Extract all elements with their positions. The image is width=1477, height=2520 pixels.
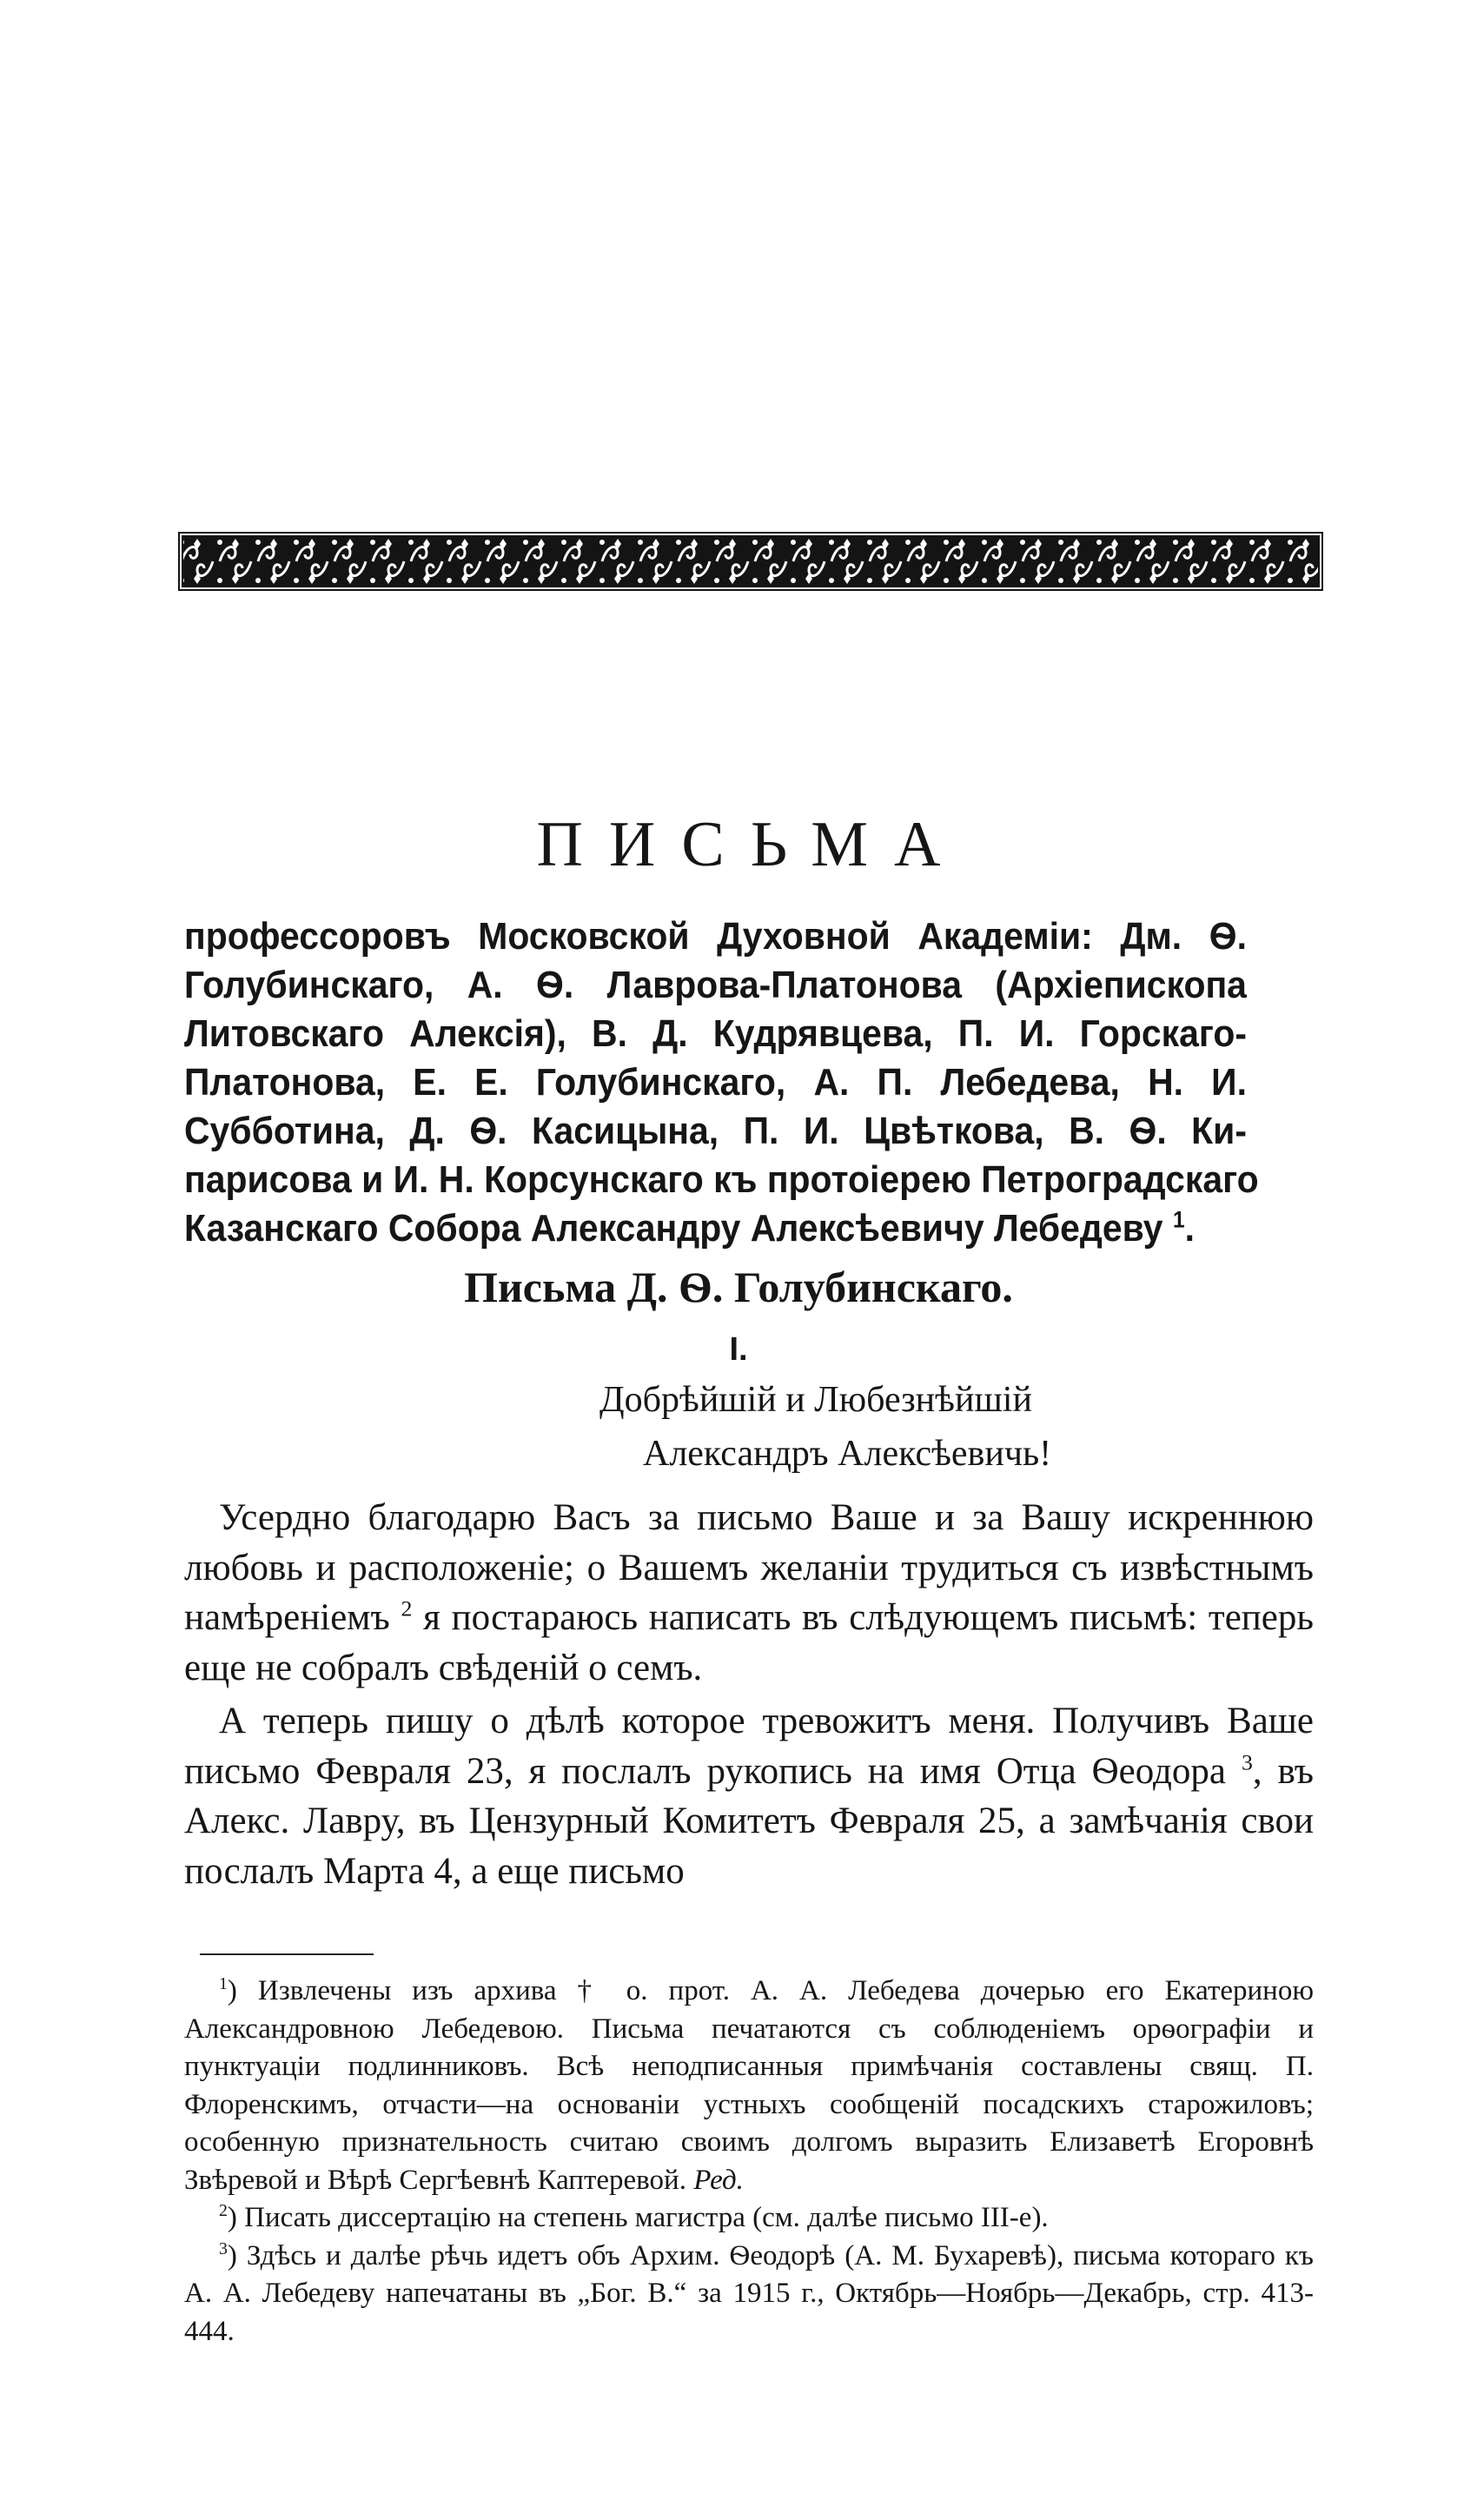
footnote-3-text: ) Здѣсь и далѣе рѣчь идетъ объ Архим. Ѳеодорѣ (А. М. Бухаревѣ), письма котораго къ А. А. Лебедеву напечатаны въ „Бог. В.“ за 1915 г., Октябрь—Ноябрь—Декабрь, стр. 413-444. bbox=[184, 2239, 1314, 2347]
subtitle-line: Субботина, Д. Ѳ. Касицына, П. И. Цвѣткова, В. Ѳ. Ки- bbox=[184, 1110, 1247, 1152]
footnotes bbox=[184, 1973, 1314, 2351]
subtitle-last-line bbox=[184, 1204, 1247, 1253]
footnote-ref: 2 bbox=[401, 1595, 413, 1621]
salutation-line-2: Александръ Алексѣевичь! bbox=[643, 1434, 1052, 1474]
footnote-3 bbox=[184, 2238, 1314, 2351]
subtitle-line: профессоровъ Московской Духовной Академіи: Дм. Ѳ. bbox=[184, 915, 1247, 958]
paragraph-1-text-a: Усердно благодарю Васъ за письмо Ваше и за Вашу искреннюю любовь и расположеніе; о Вашемъ желаніи трудиться съ извѣстнымъ намѣреніемъ bbox=[184, 1497, 1314, 1638]
ornamental-band bbox=[178, 532, 1323, 591]
footnote-2 bbox=[184, 2199, 1314, 2238]
subtitle-line: Казанскаго Собора Александру Алексѣевичу Лебедеву bbox=[184, 1207, 1163, 1250]
paragraph-2-text-b: , въ Алекс. Лавру, въ Цензурный Комитетъ Февраля 25, а замѣчанія свои послалъ Марта 4, а еще письмо bbox=[184, 1750, 1314, 1892]
salutation-line-1: Добрѣйшій и Любезнѣйшій bbox=[599, 1380, 1032, 1420]
subtitle bbox=[184, 912, 1259, 1253]
subtitle-line: Литовскаго Алексія), В. Д. Кудрявцева, П. И. Горскаго- bbox=[184, 1012, 1247, 1055]
salutation bbox=[599, 1373, 1208, 1481]
letter-body bbox=[184, 1493, 1314, 1896]
footnote-1 bbox=[184, 1973, 1314, 2199]
footnote-ref: 3 bbox=[1241, 1749, 1253, 1775]
footnote-mark: 1 bbox=[219, 1974, 228, 1993]
main-title: ПИСЬМА bbox=[536, 809, 967, 880]
footnote-divider bbox=[200, 1953, 374, 1955]
subtitle-period: . bbox=[1184, 1207, 1195, 1250]
footnote-ref: 1 bbox=[1172, 1206, 1185, 1233]
paragraph-1-text-b: я постараюсь написать въ слѣдующемъ письмѣ: теперь еще не собралъ свѣденій о семъ. bbox=[184, 1597, 1314, 1688]
footnote-mark: 2 bbox=[219, 2201, 228, 2220]
paragraph-2 bbox=[184, 1696, 1314, 1896]
footnote-mark: 3 bbox=[219, 2238, 228, 2258]
paragraph-2-text-a: А теперь пишу о дѣлѣ которое тревожитъ меня. Получивъ Ваше письмо Февраля 23, я послалъ рукопись на имя Отца Ѳеодора bbox=[184, 1701, 1314, 1792]
letter-number: I. bbox=[729, 1331, 748, 1368]
footnote-2-text: ) Писать диссертацію на степень магистра (см. далѣе письмо III-е). bbox=[227, 2202, 1049, 2233]
subtitle-line: парисова и И. Н. Корсунскаго къ протоіерею Петроградскаго bbox=[184, 1158, 1259, 1201]
subtitle-line: Платонова, Е. Е. Голубинскаго, А. П. Лебедева, Н. И. bbox=[184, 1061, 1247, 1104]
editor-mark: Ред. bbox=[693, 2164, 744, 2196]
subtitle-line: Голубинскаго, А. Ѳ. Лаврова-Платонова (Архіепископа bbox=[184, 964, 1247, 1006]
section-title: Письма Д. Ѳ. Голубинскаго. bbox=[464, 1263, 1013, 1311]
footnote-1-text: ) Извлечены изъ архива † о. прот. А. А. Лебедева дочерью его Екатериною Александровною Лебедевою. Письма печатаются съ соблюденіемъ орѳографіи и пунктуаціи подлинниковъ. Всѣ неподписанныя примѣчанія составлены свящ. П. Флоренскимъ, отчасти—на основаніи устныхъ сообщеній посадскихъ старожиловъ; особенную признательность считаю своимъ долгомъ выразить Елизаветѣ Егоровнѣ Звѣревой и Вѣрѣ Сергѣевнѣ Каптеревой. bbox=[184, 1975, 1314, 2196]
paragraph-1 bbox=[184, 1493, 1314, 1693]
ornament-pattern-icon bbox=[178, 532, 1323, 591]
